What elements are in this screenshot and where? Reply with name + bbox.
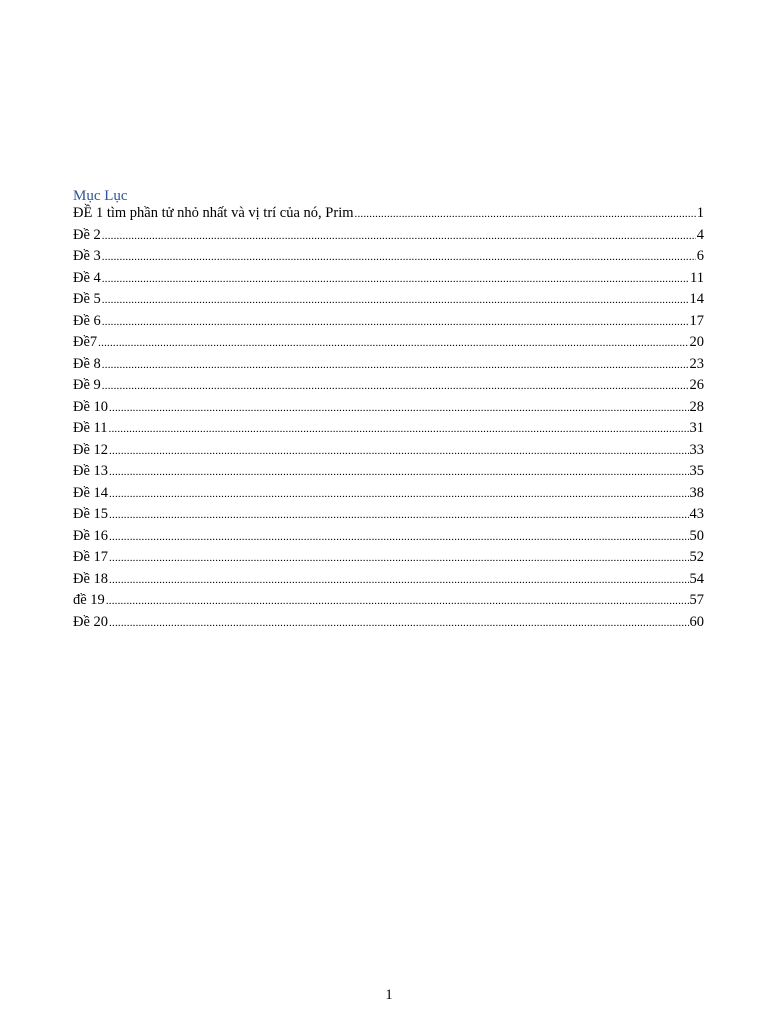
toc-entry-1[interactable] [73,203,704,225]
toc-entry-page: 20 [689,334,704,350]
toc-heading: Mục Lục [73,188,128,204]
toc-entry-6[interactable] [73,311,704,333]
toc-entry-title: Đề 8 [73,355,101,372]
toc-entry-page: 33 [689,441,704,458]
toc-entry-9[interactable] [73,375,704,397]
page-number: 1 [385,987,393,1003]
toc-dot-leader [102,290,689,311]
toc-dot-leader [98,333,688,354]
toc-entry-title: Đề 18 [73,570,109,587]
toc-entry-title: Đề 4 [73,269,101,286]
toc-entry-page: 50 [689,527,704,544]
toc-entry-page: 14 [689,291,704,307]
toc-entry-page: 17 [689,312,704,329]
toc-dot-leader [109,484,688,505]
toc-dot-leader [109,613,688,634]
toc-entry-18[interactable] [73,569,704,591]
toc-entry-page: 35 [689,463,704,479]
toc-dot-leader [109,548,688,569]
toc-entry-7[interactable] [73,332,704,354]
toc-list [73,203,704,633]
toc-entry-title: Đề 20 [73,613,109,630]
toc-dot-leader [102,269,689,290]
toc-entry-page: 57 [689,592,704,608]
toc-entry-page: 52 [689,549,704,565]
toc-dot-leader [109,419,689,440]
toc-entry-page: 31 [689,420,704,436]
toc-entry-15[interactable] [73,504,704,526]
toc-entry-17[interactable] [73,547,704,569]
toc-entry-title: Đề 5 [73,291,101,307]
toc-entry-2[interactable] [73,225,704,247]
toc-dot-leader [106,591,689,612]
toc-entry-page: 23 [689,355,704,372]
toc-dot-leader [109,505,688,526]
toc-entry-title: đề 19 [73,592,105,608]
toc-entry-title: Đề7 [73,334,98,350]
toc-entry-title: Đề 10 [73,398,109,415]
toc-entry-5[interactable] [73,289,704,311]
toc-dot-leader [109,398,688,419]
toc-entry-10[interactable] [73,397,704,419]
toc-dot-leader [102,312,689,333]
toc-entry-20[interactable] [73,612,704,634]
toc-dot-leader [102,247,696,268]
toc-entry-8[interactable] [73,354,704,376]
toc-dot-leader [102,226,696,247]
toc-entry-title: Đề 3 [73,248,101,264]
toc-entry-3[interactable] [73,246,704,268]
toc-entry-page: 11 [690,269,704,286]
toc-entry-title: Đề 11 [73,420,108,436]
toc-dot-leader [109,462,688,483]
toc-entry-19[interactable] [73,590,704,612]
toc-dot-leader [109,570,688,591]
toc-dot-leader [109,441,688,462]
toc-entry-page: 1 [696,205,704,221]
toc-entry-11[interactable] [73,418,704,440]
toc-entry-title: Đề 16 [73,527,109,544]
toc-entry-page: 54 [689,570,704,587]
toc-entry-title: Đề 2 [73,226,101,243]
toc-dot-leader [355,204,696,225]
toc-dot-leader [109,527,688,548]
toc-entry-page: 43 [689,506,704,522]
toc-entry-page: 38 [689,484,704,501]
toc-dot-leader [102,376,689,397]
toc-entry-page: 4 [696,226,704,243]
toc-entry-title: Đề 13 [73,463,109,479]
toc-entry-12[interactable] [73,440,704,462]
toc-entry-4[interactable] [73,268,704,290]
toc-entry-page: 6 [696,248,704,264]
toc-entry-title: Đề 15 [73,506,109,522]
toc-entry-14[interactable] [73,483,704,505]
toc-entry-title: Đề 17 [73,549,109,565]
toc-entry-page: 26 [689,377,704,393]
toc-entry-page: 60 [689,613,704,630]
toc-entry-title: Đề 9 [73,377,101,393]
toc-dot-leader [102,355,689,376]
toc-entry-title: ĐỀ 1 tìm phần tử nhỏ nhất và vị trí của nó, Prim [73,205,354,221]
toc-entry-title: Đề 14 [73,484,109,501]
toc-entry-16[interactable] [73,526,704,548]
toc-entry-page: 28 [689,398,704,415]
toc-entry-title: Đề 6 [73,312,101,329]
toc-entry-title: Đề 12 [73,441,109,458]
toc-entry-13[interactable] [73,461,704,483]
